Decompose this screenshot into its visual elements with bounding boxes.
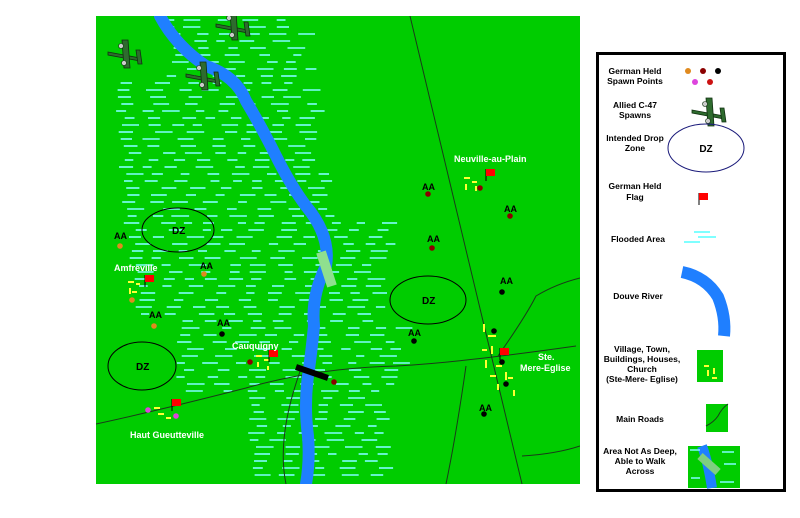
place-neuville-au-plain: Neuville-au-Plain bbox=[454, 154, 527, 164]
legend-shallow-icon bbox=[688, 446, 740, 488]
legend-village-line1: Village, Town, bbox=[614, 344, 670, 354]
legend-german-flag-line2: Flag bbox=[626, 192, 644, 202]
dz-label: DZ bbox=[136, 362, 150, 373]
spawn-point-dot bbox=[219, 331, 225, 337]
legend-village-line4: (Ste-Mere- Eglise) bbox=[606, 374, 678, 384]
spawn-point-dot bbox=[503, 381, 509, 387]
legend-village-icon bbox=[697, 350, 723, 382]
spawn-point-dot bbox=[201, 271, 207, 277]
dz-label: DZ bbox=[422, 296, 436, 307]
spawn-point-dot bbox=[145, 407, 151, 413]
aa-label: AA bbox=[217, 318, 230, 328]
legend-german-spawn-line2: Spawn Points bbox=[607, 76, 663, 86]
place-cauquigny: Cauquigny bbox=[232, 341, 279, 351]
spawn-point-dot bbox=[507, 213, 513, 219]
legend-road-icon bbox=[706, 404, 728, 432]
spawn-point-dot bbox=[247, 359, 253, 365]
legend-dz-label: DZ bbox=[699, 144, 713, 155]
place-amfreville: Amfreville bbox=[114, 263, 158, 273]
map-legend bbox=[596, 52, 786, 492]
aa-label: AA bbox=[500, 276, 513, 286]
legend-flooded: Flooded Area bbox=[611, 234, 665, 244]
legend-shallow-line2: Able to Walk bbox=[614, 456, 666, 466]
spawn-point-dot bbox=[477, 185, 483, 191]
spawn-point-dot bbox=[499, 289, 505, 295]
legend-village-line3: Church bbox=[627, 364, 657, 374]
aa-label: AA bbox=[422, 182, 435, 192]
spawn-point-dot bbox=[411, 338, 417, 344]
aa-label: AA bbox=[408, 328, 421, 338]
spawn-point-dot bbox=[117, 243, 123, 249]
spawn-point-dot bbox=[151, 323, 157, 329]
spawn-point-dot bbox=[331, 379, 337, 385]
legend-german-flag-line1: German Held bbox=[608, 181, 662, 191]
legend-drop-zone-line1: Intended Drop bbox=[606, 133, 664, 143]
legend-shallow-line1: Area Not As Deep, bbox=[603, 446, 677, 456]
map-background bbox=[96, 16, 580, 484]
place-ste-mere-eglise-line1: Ste. bbox=[538, 352, 555, 362]
legend-drop-zone-line2: Zone bbox=[624, 143, 646, 153]
aa-label: AA bbox=[149, 310, 162, 320]
spawn-point-dot bbox=[499, 359, 505, 365]
legend-roads: Main Roads bbox=[616, 414, 664, 424]
place-haut-gueutteville: Haut Gueutteville bbox=[130, 430, 205, 440]
aa-label: AA bbox=[200, 261, 213, 271]
legend-shallow-line3: Across bbox=[625, 466, 655, 476]
spawn-point-dot bbox=[425, 191, 431, 197]
dz-label: DZ bbox=[172, 226, 186, 237]
place-ste-mere-eglise-line2: Mere-Eglise bbox=[520, 363, 571, 373]
legend-allied-spawn-line1: Allied C-47 bbox=[613, 100, 657, 110]
aa-label: AA bbox=[504, 204, 517, 214]
legend-village-line2: Buildings, Houses, bbox=[603, 354, 681, 364]
aa-label: AA bbox=[427, 234, 440, 244]
spawn-point-dot bbox=[491, 328, 497, 334]
spawn-point-dot bbox=[173, 413, 179, 419]
legend-river: Douve River bbox=[613, 291, 663, 301]
spawn-point-dot bbox=[129, 297, 135, 303]
legend-allied-spawn-line2: Spawns bbox=[618, 110, 652, 120]
spawn-point-dot bbox=[429, 245, 435, 251]
legend-german-spawn-line1: German Held bbox=[608, 66, 662, 76]
aa-label: AA bbox=[114, 231, 127, 241]
aa-label: AA bbox=[479, 403, 492, 413]
battle-map bbox=[96, 16, 580, 484]
